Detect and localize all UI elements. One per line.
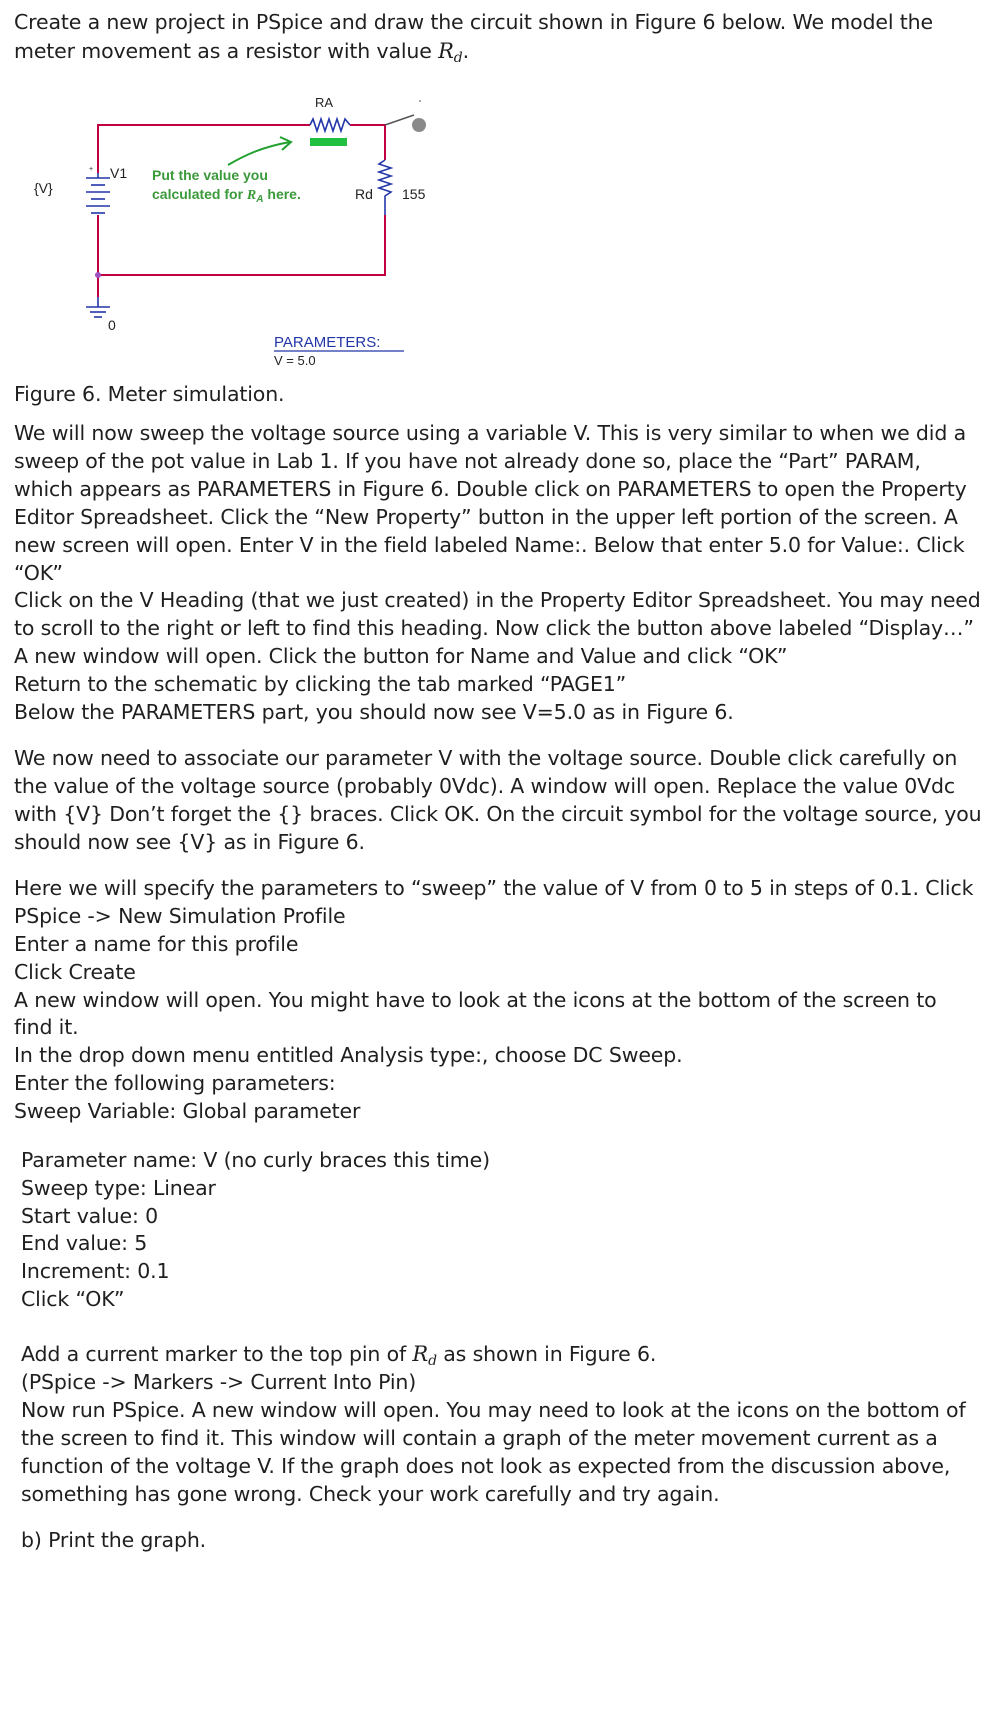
ground-label: 0 <box>108 317 116 333</box>
p1-line: Return to the schematic by clicking the tab marked “PAGE1” <box>14 672 627 696</box>
math-rd: $R_d$ <box>412 1342 437 1369</box>
p5-line: function of the voltage V. If the graph does not look as expected from the discussion above, <box>21 1454 951 1478</box>
p2-line: We now need to associate our parameter V with the voltage source. Double click carefully on <box>14 746 958 770</box>
p4-line: Click “OK” <box>21 1287 125 1311</box>
node-dot <box>95 272 101 278</box>
p3-line: A new window will open. You might have to look at the icons at the bottom of the screen to <box>14 988 937 1012</box>
p1-line: which appears as PARAMETERS in Figure 6. Double click on PARAMETERS to open the Property <box>14 477 967 501</box>
p3-line: find it. <box>14 1015 79 1039</box>
math-rd: $R_d$ <box>438 39 463 66</box>
v1-label: V1 <box>110 165 128 181</box>
note-line-1: Put the value you <box>152 167 268 183</box>
p4-line: Start value: 0 <box>21 1204 158 1228</box>
p1-line: We will now sweep the voltage source using a variable V. This is very similar to when we did a <box>14 421 966 445</box>
v-param-label: {V} <box>34 180 53 196</box>
params-title[interactable]: PARAMETERS: <box>274 334 381 351</box>
p2-line: the value of the voltage source (probably 0Vdc). A window will open. Replace the value 0Vdc <box>14 774 956 798</box>
p4-line: End value: 5 <box>21 1231 148 1255</box>
p4-line: Increment: 0.1 <box>21 1259 170 1283</box>
p5-line: something has gone wrong. Check your work carefully and try again. <box>21 1482 720 1506</box>
p1-line: to scroll to the right or left to find this heading. Now click the button above labeled “Display…” <box>14 616 974 640</box>
p1-line: Below the PARAMETERS part, you should now see V=5.0 as in Figure 6. <box>14 700 734 724</box>
note-arrow <box>228 142 290 165</box>
circuit-schematic <box>0 95 480 375</box>
p2-line: should now see {V} as in Figure 6. <box>14 830 365 854</box>
p1-line: new screen will open. Enter V in the field labeled Name:. Below that enter 5.0 for Value:. Click <box>14 533 965 557</box>
p3-line: Sweep Variable: Global parameter <box>14 1099 361 1123</box>
p3-line: Here we will specify the parameters to “sweep” the value of V from 0 to 5 in steps of 0.1. Click <box>14 876 974 900</box>
p3-line: Click Create <box>14 960 136 984</box>
p2-line: with {V} Don’t forget the {} braces. Click OK. On the circuit symbol for the voltage source, you <box>14 802 982 826</box>
p5-line: (PSpice -> Markers -> Current Into Pin) <box>21 1370 417 1394</box>
p1-line: A new window will open. Click the button for Name and Value and click “OK” <box>14 644 788 668</box>
note-line-2: calculated for $R_A$ here. <box>152 186 301 205</box>
intro-line-1: Create a new project in PSpice and draw the circuit shown in Figure 6 below. We model the <box>14 10 933 34</box>
intro-line-2: meter movement as a resistor with value $R_d$. <box>14 39 469 66</box>
circuit-wires <box>98 125 385 297</box>
resistor-ra[interactable] <box>310 119 350 146</box>
p1-line: sweep of the pot value in Lab 1. If you have not already done so, place the “Part” PARAM, <box>14 449 921 473</box>
figure-caption: Figure 6. Meter simulation. <box>14 382 285 406</box>
current-marker-probe-icon[interactable] <box>385 100 426 132</box>
rd-label: Rd <box>355 186 373 202</box>
p1-line: Editor Spreadsheet. Click the “New Property” button in the upper left portion of the screen. A <box>14 505 958 529</box>
voltage-source-v1[interactable] <box>86 173 110 213</box>
print-graph-instruction: b) Print the graph. <box>21 1528 207 1552</box>
params-value: V = 5.0 <box>274 353 316 368</box>
p3-line: In the drop down menu entitled Analysis type:, choose DC Sweep. <box>14 1043 683 1067</box>
p3-line: Enter a name for this profile <box>14 932 299 956</box>
ra-value-placeholder <box>310 138 347 146</box>
ra-label: RA <box>315 95 334 110</box>
p3-line: PSpice -> New Simulation Profile <box>14 904 346 928</box>
p5-line: the screen to find it. This window will contain a graph of the meter movement current as a <box>21 1426 938 1450</box>
p5-line-1: Add a current marker to the top pin of $R_d$ as shown in Figure 6. <box>21 1342 657 1369</box>
p3-line: Enter the following parameters: <box>14 1071 336 1095</box>
p1-line: “OK” <box>14 561 63 585</box>
p4-line: Sweep type: Linear <box>21 1176 216 1200</box>
p1-line: Click on the V Heading (that we just created) in the Property Editor Spreadsheet. You may need <box>14 588 981 612</box>
rd-value: 155 <box>402 186 426 202</box>
p4-line: Parameter name: V (no curly braces this time) <box>21 1148 490 1172</box>
p5-line: Now run PSpice. A new window will open. You may need to look at the icons on the bottom of <box>21 1398 966 1422</box>
resistor-rd[interactable] <box>379 160 391 215</box>
svg-text:+: + <box>89 166 94 173</box>
ground-symbol <box>86 297 110 317</box>
